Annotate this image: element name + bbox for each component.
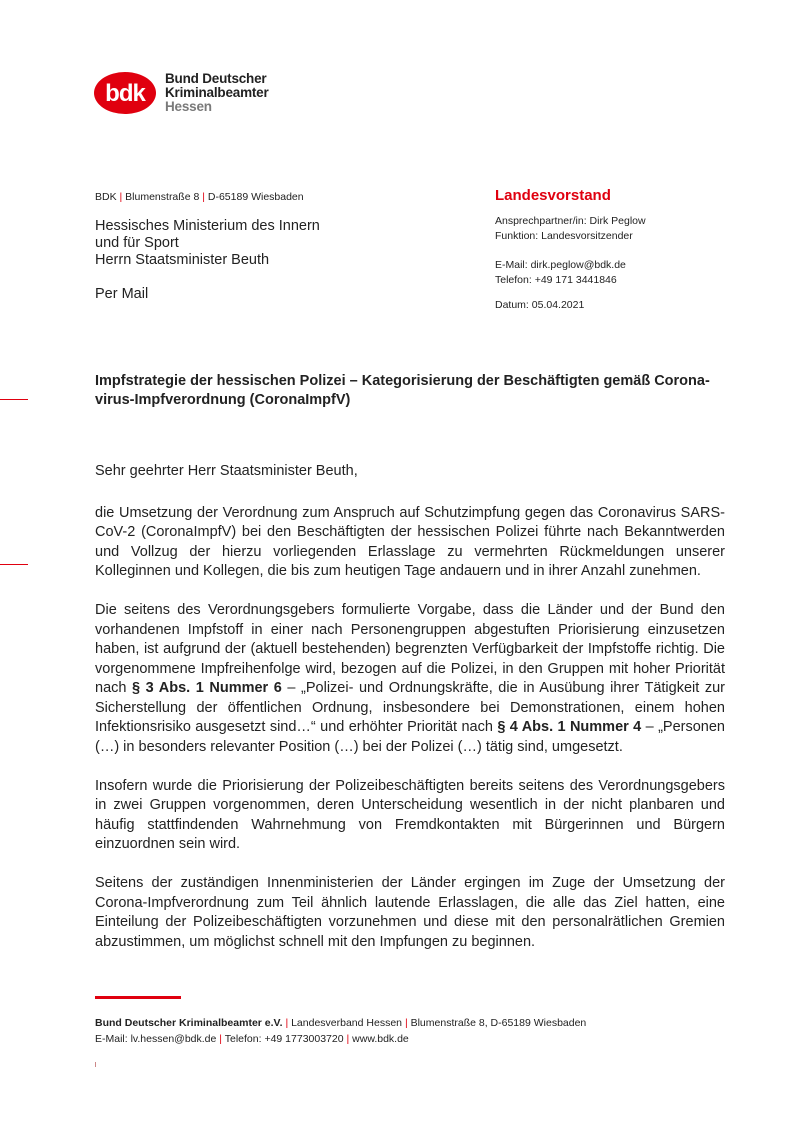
footer-org: Bund Deutscher Kriminalbeamter e.V. xyxy=(95,1017,283,1029)
footer-phone: Telefon: +49 1773003720 xyxy=(224,1032,344,1045)
recipient-address xyxy=(95,218,320,269)
footer-rule xyxy=(95,996,181,999)
logo-line-2: Kriminalbeamter xyxy=(165,85,269,100)
info-title: Landesvorstand xyxy=(495,187,611,204)
logo-line-1: Bund Deutscher xyxy=(165,71,267,86)
separator: | xyxy=(346,1032,350,1045)
info-contact: Ansprechpartner/in: Dirk Peglow xyxy=(495,215,646,227)
sender-info-block xyxy=(495,187,755,313)
recipient-line-1: Hessisches Ministerium des Innern xyxy=(95,218,320,234)
svg-text:bdk: bdk xyxy=(105,80,145,107)
info-phone: Telefon: +49 171 3441846 xyxy=(495,274,617,286)
paragraph-2-text: Die seitens des Verordnungsgebers formulierte Vorgabe, dass die Länder und der Bund den vorhandenen Impfstoff in einer nach Personengruppen abgestuften Priorisierung einzusetzen haben, ist aufgrund der (aktuell bestehenden) begrenzten Verfügbarkeit der Impfstoffe richtig. Die vorgenommene Impfreihenfolge wird, bezogen auf die Polizei, in den Gruppen mit hoher Priorität nach xyxy=(95,602,725,696)
footer-web: www.bdk.de xyxy=(352,1032,409,1045)
fold-mark-middle xyxy=(0,564,28,565)
delivery-method: Per Mail xyxy=(95,286,149,302)
sender-street: Blumenstraße 8 xyxy=(125,191,200,203)
separator: | xyxy=(119,191,123,203)
paragraph-4: Seitens der zuständigen Innenministerien der Länder ergingen im Zuge der Umsetzung der Corona-Impfverordnung zum Teil ähnlich lautende Erlasslagen, die alle das Ziel hatten, eine Einteilung der Polizeibeschäftigten vorzunehmen und diese mit den personalrätlichen Gremien abzustimmen, um möglichst schnell mit den Impfungen zu beginnen. xyxy=(95,875,725,950)
sender-city: D-65189 Wiesbaden xyxy=(207,191,304,203)
salutation: Sehr geehrter Herr Staatsminister Beuth, xyxy=(95,463,358,479)
paragraph-3: Insofern wurde die Priorisierung der Polizeibeschäftigten bereits seitens des Verordnungsgebers in zwei Gruppen vorgenommen, deren Unterscheidung wesentlich in der nicht planbaren und häufig stattfindenden Wahrnehmung von Fremdkontakten mit Bürgerinnen und Bürgern einzuordnen sein wird. xyxy=(95,777,725,852)
info-date: Datum: 05.04.2021 xyxy=(495,299,585,311)
paragraph-2-text: – „Polizei- und Ordnungskräfte, die in Ausübung ihrer Tätigkeit zur Sicherstellung der öffentlichen Ordnung, insbesondere bei Demonstrationen, einem hohen Infektionsrisiko ausgesetzt sind…“ und erhöhter Priorität nach xyxy=(95,680,725,735)
info-function: Funktion: Landesvorsitzender xyxy=(495,230,633,242)
sender-org: BDK xyxy=(95,191,117,203)
footer-line-1 xyxy=(95,1016,586,1032)
footer-branch: Landesverband Hessen xyxy=(291,1017,403,1029)
letter-subject: Impfstrategie der hessischen Polizei – Kategorisierung der Beschäftigten gemäß Corona-virus-Impfverordnung (CoronaImpfV) xyxy=(95,373,710,408)
bdk-logo-mark xyxy=(94,70,158,116)
paragraph-2-text: – „Personen (…) in besonders relevanter Position (…) bei der Polizei (…) tätig sind, umgesetzt. xyxy=(95,719,725,755)
bdk-logo xyxy=(94,70,294,118)
legal-reference: § 3 Abs. 1 Nummer 6 xyxy=(132,680,282,696)
recipient-line-2: und für Sport xyxy=(95,235,179,251)
margin-tick xyxy=(95,1062,96,1067)
footer-email: E-Mail: lv.hessen@bdk.de xyxy=(95,1032,217,1045)
separator: | xyxy=(404,1017,408,1029)
separator: | xyxy=(202,191,205,203)
footer-line-2 xyxy=(95,1032,586,1048)
recipient-line-3: Herrn Staatsminister Beuth xyxy=(95,252,270,268)
footer-address: Blumenstraße 8, D-65189 Wiesbaden xyxy=(410,1017,587,1029)
fold-mark-top xyxy=(0,399,28,400)
page-footer xyxy=(95,1016,586,1047)
separator: | xyxy=(219,1032,223,1045)
sender-return-line xyxy=(95,191,304,203)
paragraph-1: die Umsetzung der Verordnung zum Anspruch auf Schutzimpfung gegen das Coronavirus SARS-CoV-2 (CoronaImpfV) bei den Beschäftigten der hessischen Polizei führte nach Bekanntwerden und Vollzug der hierzu vorliegenden Erlasslage zu vermehrten Rückmeldungen unserer Kolleginnen und Kollegen, die bis zum heutigen Tage andauern und in ihrer Anzahl zunehmen. xyxy=(95,504,725,579)
legal-reference: § 4 Abs. 1 Nummer 4 xyxy=(497,719,642,735)
logo-wordmark xyxy=(165,72,269,114)
info-email: E-Mail: dirk.peglow@bdk.de xyxy=(495,259,626,271)
separator: | xyxy=(285,1017,289,1029)
logo-line-3: Hessen xyxy=(165,99,212,114)
letter-body xyxy=(95,462,725,972)
paragraph-2 xyxy=(95,601,725,757)
